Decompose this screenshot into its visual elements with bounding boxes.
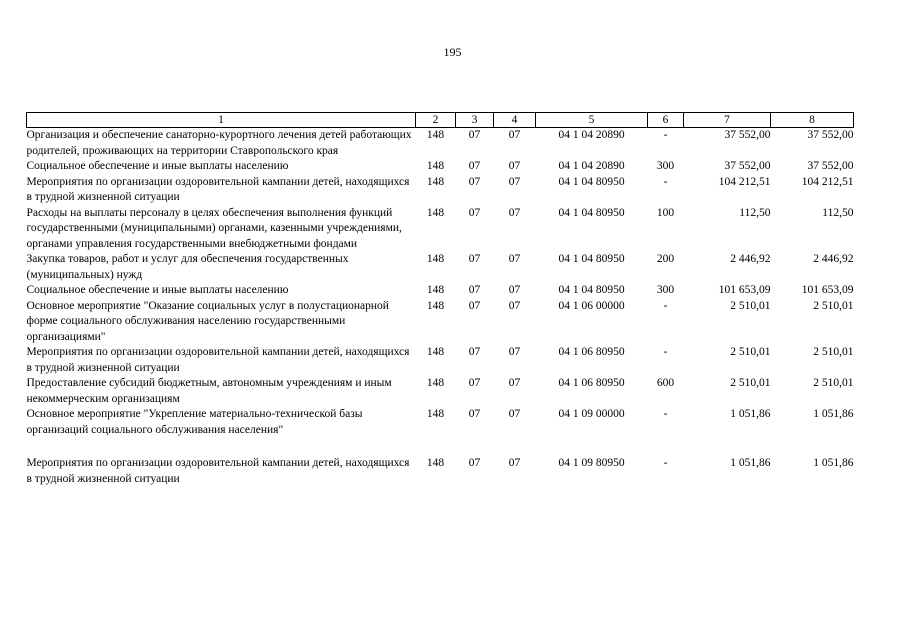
- header-row: [27, 113, 854, 128]
- table-row: [27, 159, 854, 175]
- row-sum-1: 1 051,86: [730, 408, 771, 420]
- row-ministry: 148: [426, 377, 445, 389]
- row-sum-1: 37 552,00: [724, 129, 771, 141]
- row-target: 04 1 09 00000: [558, 408, 625, 420]
- row-name: Предоставление субсидий бюджетным, автономным учреждениям и иным некоммерческим организациям: [26, 377, 392, 405]
- row-expense-type: -: [663, 299, 668, 312]
- row-subsection: 07: [508, 457, 521, 469]
- row-sum-2: 1 051,86: [813, 408, 854, 420]
- col-header-1: 1: [27, 113, 416, 128]
- col-header-5: 5: [536, 113, 648, 128]
- row-section: 07: [468, 377, 481, 389]
- row-section: 07: [468, 457, 481, 469]
- row-subsection: 07: [508, 160, 521, 172]
- row-sum-2: 2 510,01: [813, 346, 854, 358]
- row-sum-1: 1 051,86: [730, 457, 771, 469]
- row-ministry: 148: [426, 206, 445, 219]
- row-name: Мероприятия по организации оздоровительной кампании детей, находящихся в трудной жизненной ситуации: [26, 457, 410, 485]
- row-target: 04 1 04 80950: [558, 253, 625, 265]
- row-ministry: 148: [426, 346, 445, 358]
- row-ministry: 148: [426, 299, 445, 312]
- row-sum-1: 2 510,01: [730, 299, 771, 312]
- row-expense-type: -: [663, 129, 668, 141]
- row-sum-1: 101 653,09: [718, 284, 771, 296]
- col-header-6: 6: [648, 113, 684, 128]
- row-section: 07: [468, 346, 481, 358]
- row-sum-2: 2 510,01: [813, 299, 854, 312]
- row-target: 04 1 06 80950: [558, 377, 625, 389]
- row-subsection: 07: [508, 377, 521, 389]
- row-sum-1: 37 552,00: [724, 160, 771, 172]
- row-name: Основное мероприятие "Укрепление материально-технической базы организаций социального обслуживания населения": [26, 408, 363, 436]
- table-row: [27, 345, 854, 376]
- row-target: 04 1 04 20890: [558, 160, 625, 172]
- row-sum-1: 104 212,51: [718, 175, 771, 188]
- row-target: 04 1 09 80950: [558, 457, 625, 469]
- col-header-2: 2: [416, 113, 456, 128]
- row-sum-1: 2 510,01: [730, 346, 771, 358]
- row-section: 07: [468, 408, 481, 420]
- table-row: [27, 206, 854, 253]
- row-target: 04 1 04 80950: [558, 206, 625, 219]
- row-expense-type: 600: [656, 377, 675, 389]
- row-name: Основное мероприятие "Оказание социальных услуг в полустационарной форме социального обслуживания населению государственными организациями": [26, 299, 389, 343]
- row-sum-2: 37 552,00: [807, 129, 854, 141]
- row-section: 07: [468, 253, 481, 265]
- row-section: 07: [468, 206, 481, 219]
- row-subsection: 07: [508, 284, 521, 296]
- row-section: 07: [468, 284, 481, 296]
- row-target: 04 1 06 00000: [558, 299, 625, 312]
- row-name: Мероприятия по организации оздоровительной кампании детей, находящихся в трудной жизненной ситуации: [26, 175, 410, 203]
- row-sum-2: 2 510,01: [813, 377, 854, 389]
- row-name: Социальное обеспечение и иные выплаты населению: [26, 160, 289, 172]
- row-sum-2: 2 446,92: [813, 253, 854, 265]
- row-section: 07: [468, 299, 481, 312]
- row-name: Социальное обеспечение и иные выплаты населению: [26, 284, 289, 296]
- row-section: 07: [468, 129, 481, 141]
- row-ministry: 148: [426, 175, 445, 188]
- row-expense-type: -: [663, 457, 668, 469]
- row-subsection: 07: [508, 129, 521, 141]
- row-sum-1: 2 446,92: [730, 253, 771, 265]
- row-sum-2: 104 212,51: [801, 175, 854, 188]
- page-number: 195: [443, 45, 462, 59]
- row-subsection: 07: [508, 206, 521, 219]
- row-target: 04 1 06 80950: [558, 346, 625, 358]
- table-row: [27, 407, 854, 438]
- row-ministry: 148: [426, 160, 445, 172]
- row-name: Закупка товаров, работ и услуг для обеспечения государственных (муниципальных) нужд: [26, 253, 349, 281]
- row-sum-2: 101 653,09: [801, 284, 854, 296]
- row-sum-1: 112,50: [739, 206, 771, 219]
- row-sum-2: 37 552,00: [807, 160, 854, 172]
- table-row: [27, 376, 854, 407]
- row-name: Мероприятия по организации оздоровительной кампании детей, находящихся в трудной жизненной ситуации: [26, 346, 410, 374]
- table-row: [27, 175, 854, 206]
- col-header-8: 8: [771, 113, 854, 128]
- row-sum-2: 112,50: [822, 206, 854, 219]
- row-subsection: 07: [508, 346, 521, 358]
- row-subsection: 07: [508, 175, 521, 188]
- row-expense-type: -: [663, 346, 668, 358]
- row-expense-type: -: [663, 408, 668, 420]
- row-subsection: 07: [508, 253, 521, 265]
- row-sum-2: 1 051,86: [813, 457, 854, 469]
- row-expense-type: 100: [656, 206, 675, 219]
- table-row: [27, 252, 854, 283]
- row-expense-type: 300: [656, 160, 675, 172]
- row-target: 04 1 04 80950: [558, 284, 625, 296]
- row-ministry: 148: [426, 408, 445, 420]
- col-header-4: 4: [494, 113, 536, 128]
- row-expense-type: 300: [656, 284, 675, 296]
- table-row: [27, 456, 854, 487]
- budget-table: [26, 112, 854, 487]
- row-subsection: 07: [508, 299, 521, 312]
- row-section: 07: [468, 175, 481, 188]
- row-ministry: 148: [426, 457, 445, 469]
- row-ministry: 148: [426, 284, 445, 296]
- row-sum-1: 2 510,01: [730, 377, 771, 389]
- col-header-3: 3: [456, 113, 494, 128]
- row-ministry: 148: [426, 129, 445, 141]
- row-name: Расходы на выплаты персоналу в целях обеспечения выполнения функций государственными (муниципальными) органами, казенными учреждениями, органами управления государственными внебюджетными фондами: [26, 206, 402, 250]
- row-expense-type: -: [663, 175, 668, 188]
- row-ministry: 148: [426, 253, 445, 265]
- row-spacer: [27, 438, 854, 456]
- row-target: 04 1 04 20890: [558, 129, 625, 141]
- row-expense-type: 200: [656, 253, 675, 265]
- col-header-7: 7: [684, 113, 771, 128]
- row-name: Организация и обеспечение санаторно-курортного лечения детей работающих родителей, проживающих на территории Ставропольского края: [26, 129, 412, 157]
- row-subsection: 07: [508, 408, 521, 420]
- table-row: [27, 128, 854, 160]
- table-row: [27, 283, 854, 299]
- row-section: 07: [468, 160, 481, 172]
- table-row: [27, 299, 854, 346]
- row-target: 04 1 04 80950: [558, 175, 625, 188]
